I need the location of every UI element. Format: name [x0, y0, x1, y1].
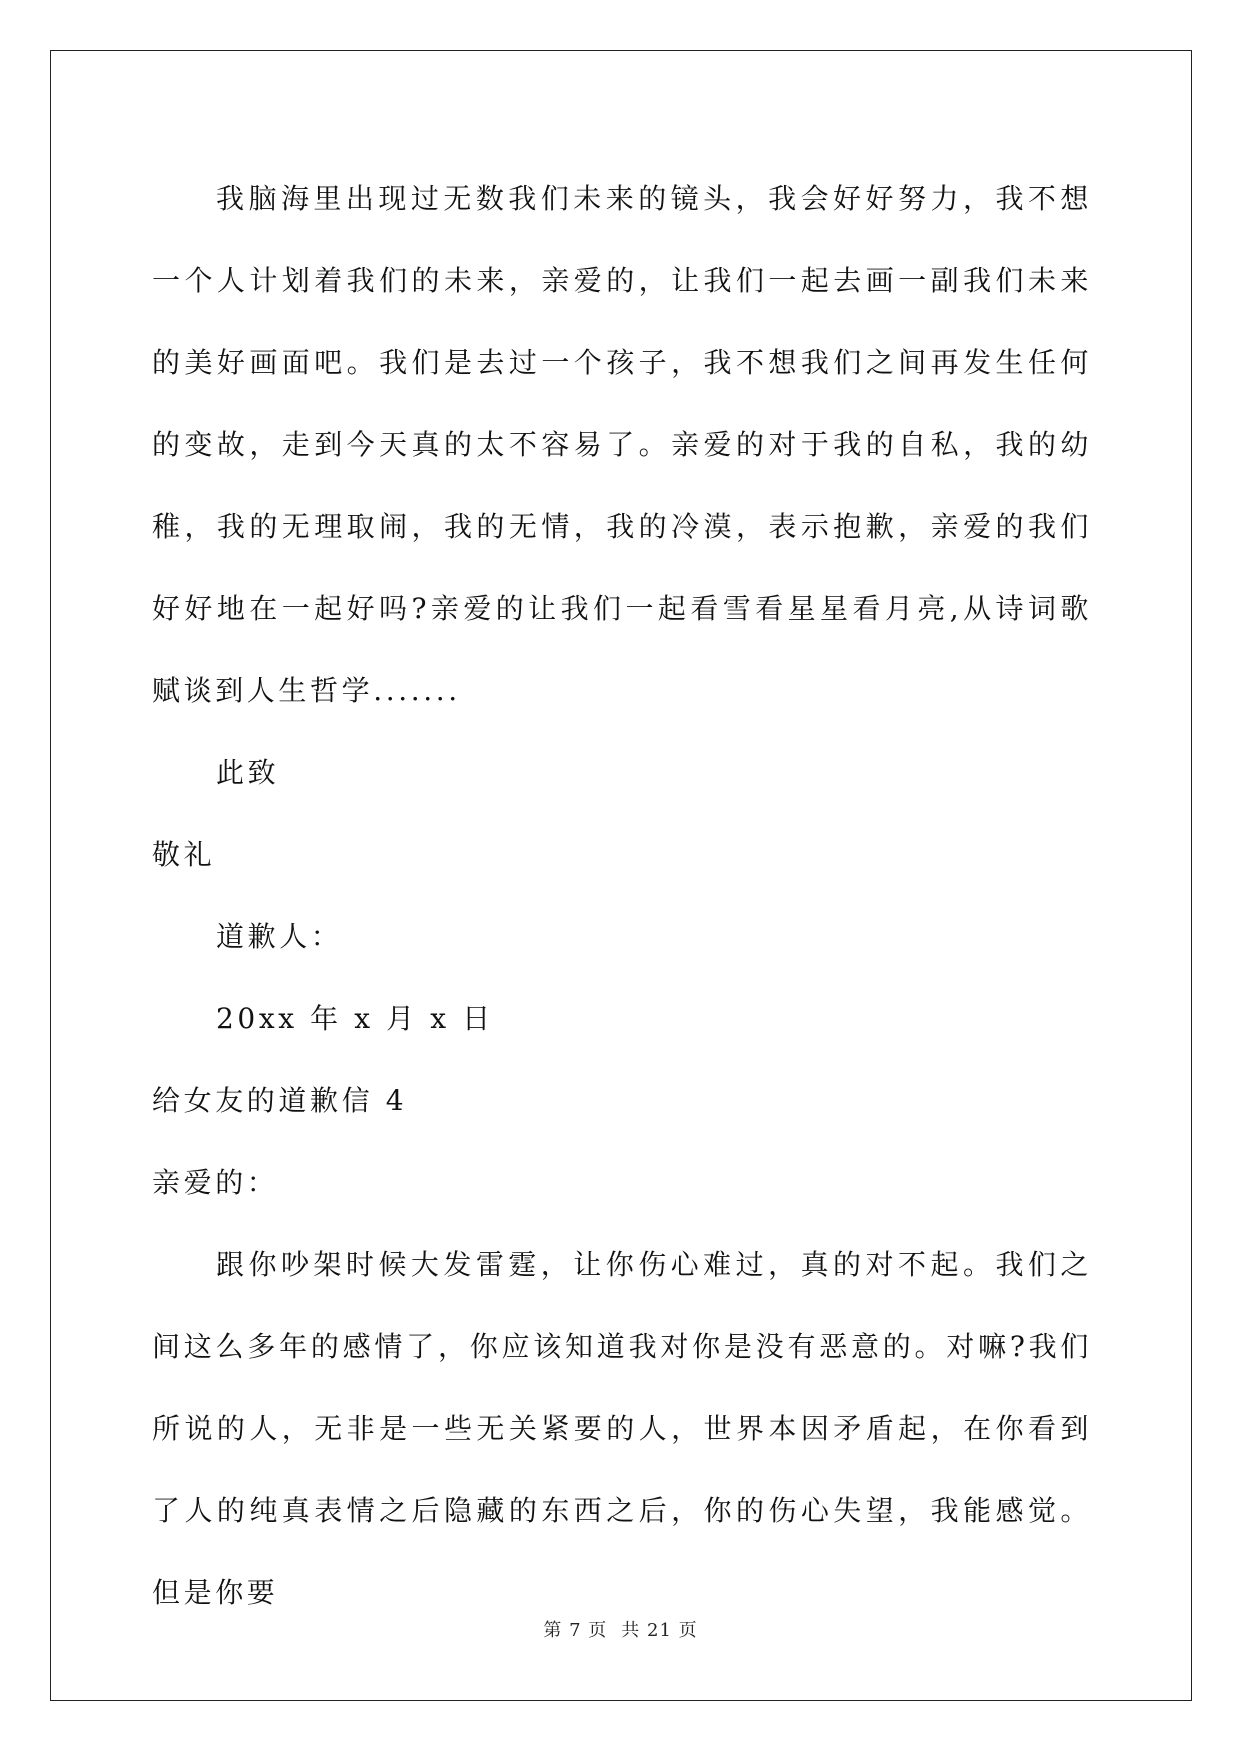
closing-respect: 敬礼 [152, 838, 216, 871]
closing-salutation: 此致 [216, 756, 280, 789]
paragraph: 跟你吵架时候大发雷霆，让你伤心难过，真的对不起。我们之间这么多年的感情了，你应该知道我对你是没有恶意的。对嘛?我们所说的人，无非是一些无关紧要的人，世界本因矛盾起，在你看到了人的纯真表情之后隐藏的东西之后，你的伤心失望，我能感觉。但是你要 [152, 1248, 1092, 1609]
date-line: 20xx 年 x 月 x 日 [216, 1002, 494, 1035]
page-number-total: 共 21 页 [621, 1620, 698, 1641]
document-body [152, 158, 1092, 1634]
page-number-current: 第 7 页 [543, 1620, 608, 1641]
greeting: 亲爱的： [152, 1166, 279, 1199]
paragraph: 我脑海里出现过无数我们未来的镜头，我会好好努力，我不想一个人计划着我们的未来，亲爱的，让我们一起去画一副我们未来的美好画面吧。我们是去过一个孩子，我不想我们之间再发生任何的变故，走到今天真的太不容易了。亲爱的对于我的自私，我的幼稚，我的无理取闹，我的无情，我的冷漠，表示抱歉，亲爱的我们好好地在一起好吗?亲爱的让我们一起看雪看星星看月亮,从诗词歌赋谈到人生哲学....... [152, 182, 1092, 707]
section-heading: 给女友的道歉信 4 [152, 1084, 408, 1117]
page-footer [0, 1616, 1241, 1642]
signature-line: 道歉人： [216, 920, 343, 953]
